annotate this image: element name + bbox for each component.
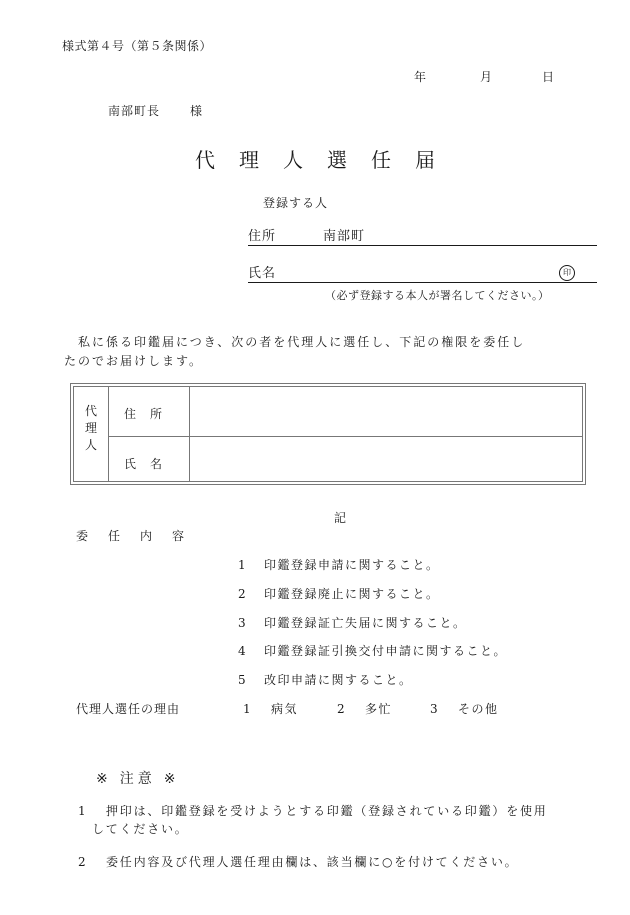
agent-address-input[interactable]: [191, 387, 582, 436]
agent-side-char: 人: [84, 438, 97, 452]
registrant-address-value: 南部町: [323, 229, 366, 244]
delegation-item[interactable]: [238, 614, 467, 631]
delegation-item[interactable]: [238, 671, 413, 688]
delegation-heading: 委任内容: [76, 529, 205, 543]
reason-option-number: 3: [430, 702, 440, 716]
notice-mark-icon: ※: [163, 771, 180, 787]
registrant-name-label: 氏名: [248, 266, 277, 281]
notice-heading-text: 注意: [119, 771, 156, 787]
reason-option-text: 病気: [271, 702, 299, 716]
form-number: 様式第４号（第５条関係）: [62, 39, 213, 53]
date-day: 日: [542, 70, 555, 84]
reason-option-number: 1: [243, 702, 253, 716]
registrant-address-label: 住所: [248, 229, 277, 244]
reason-option-text: 多忙: [365, 702, 393, 716]
notice-item-number: 2: [78, 855, 88, 869]
registrant-address-field[interactable]: [248, 227, 597, 246]
notice-item: [78, 802, 598, 838]
addressee-honorific: 様: [190, 104, 204, 118]
date-year: 年: [414, 70, 427, 84]
reason-heading: 代理人選任の理由: [76, 702, 181, 716]
registrant-name-field[interactable]: [248, 264, 597, 283]
statement-line-2: たのでお届けします。: [64, 354, 204, 368]
seal-mark-icon: 印: [559, 265, 575, 281]
reason-option-text: その他: [458, 702, 499, 716]
divider: [189, 387, 190, 481]
agent-address-label: 住所: [124, 407, 177, 421]
delegation-item-text: 印鑑登録廃止に関すること。: [264, 587, 440, 601]
statement: [64, 333, 598, 371]
agent-name-input[interactable]: [191, 437, 582, 481]
delegation-item[interactable]: [238, 556, 440, 573]
addressee: [108, 102, 203, 119]
notice-item: [78, 853, 598, 871]
signature-note: （必ず登録する本人が署名してください。）: [325, 289, 550, 302]
delegation-item-number: 1: [238, 558, 248, 572]
notice-item-number: 1: [78, 804, 88, 818]
delegation-item-number: 5: [238, 673, 248, 687]
delegation-item[interactable]: [238, 642, 507, 659]
delegation-item-text: 印鑑登録証引換交付申請に関すること。: [264, 644, 508, 658]
delegation-item-text: 印鑑登録申請に関すること。: [264, 558, 440, 572]
agent-side-char: 理: [84, 421, 97, 435]
agent-table: [70, 383, 586, 485]
delegation-item-text: 印鑑登録証亡失届に関すること。: [264, 616, 467, 630]
agent-side-char: 代: [84, 404, 97, 418]
notice-item-line-1: 押印は、印鑑登録を受けようとする印鑑（登録されている印鑑）を使用: [106, 804, 548, 818]
delegation-item-text: 改印申請に関すること。: [264, 673, 413, 687]
date-month: 月: [480, 70, 493, 84]
notice-item-line-2: してください。: [92, 822, 189, 836]
reason-option[interactable]: [337, 700, 392, 717]
delegation-item-number: 4: [238, 644, 248, 658]
notice-item-line-1: 委任内容及び代理人選任理由欄は、該当欄に○を付けてください。: [106, 855, 519, 869]
notice-heading: [96, 768, 179, 788]
ki-heading: 記: [333, 511, 346, 525]
page-title: 代理人選任届: [195, 148, 459, 172]
reason-option[interactable]: [243, 700, 298, 717]
agent-side-label: [74, 403, 108, 454]
statement-line-1: 私に係る印鑑届につき、次の者を代理人に選任し、下記の権限を委任し: [78, 335, 526, 349]
delegation-item-number: 3: [238, 616, 248, 630]
addressee-name: 南部町長: [108, 104, 161, 118]
reason-option[interactable]: [430, 700, 499, 717]
divider: [108, 387, 109, 481]
agent-name-label: 氏名: [124, 457, 177, 471]
delegation-item-number: 2: [238, 587, 248, 601]
reason-option-number: 2: [337, 702, 347, 716]
registrant-heading: 登録する人: [263, 196, 329, 210]
delegation-item[interactable]: [238, 585, 440, 602]
agent-table-inner: [73, 386, 583, 482]
notice-mark-icon: ※: [96, 771, 112, 787]
